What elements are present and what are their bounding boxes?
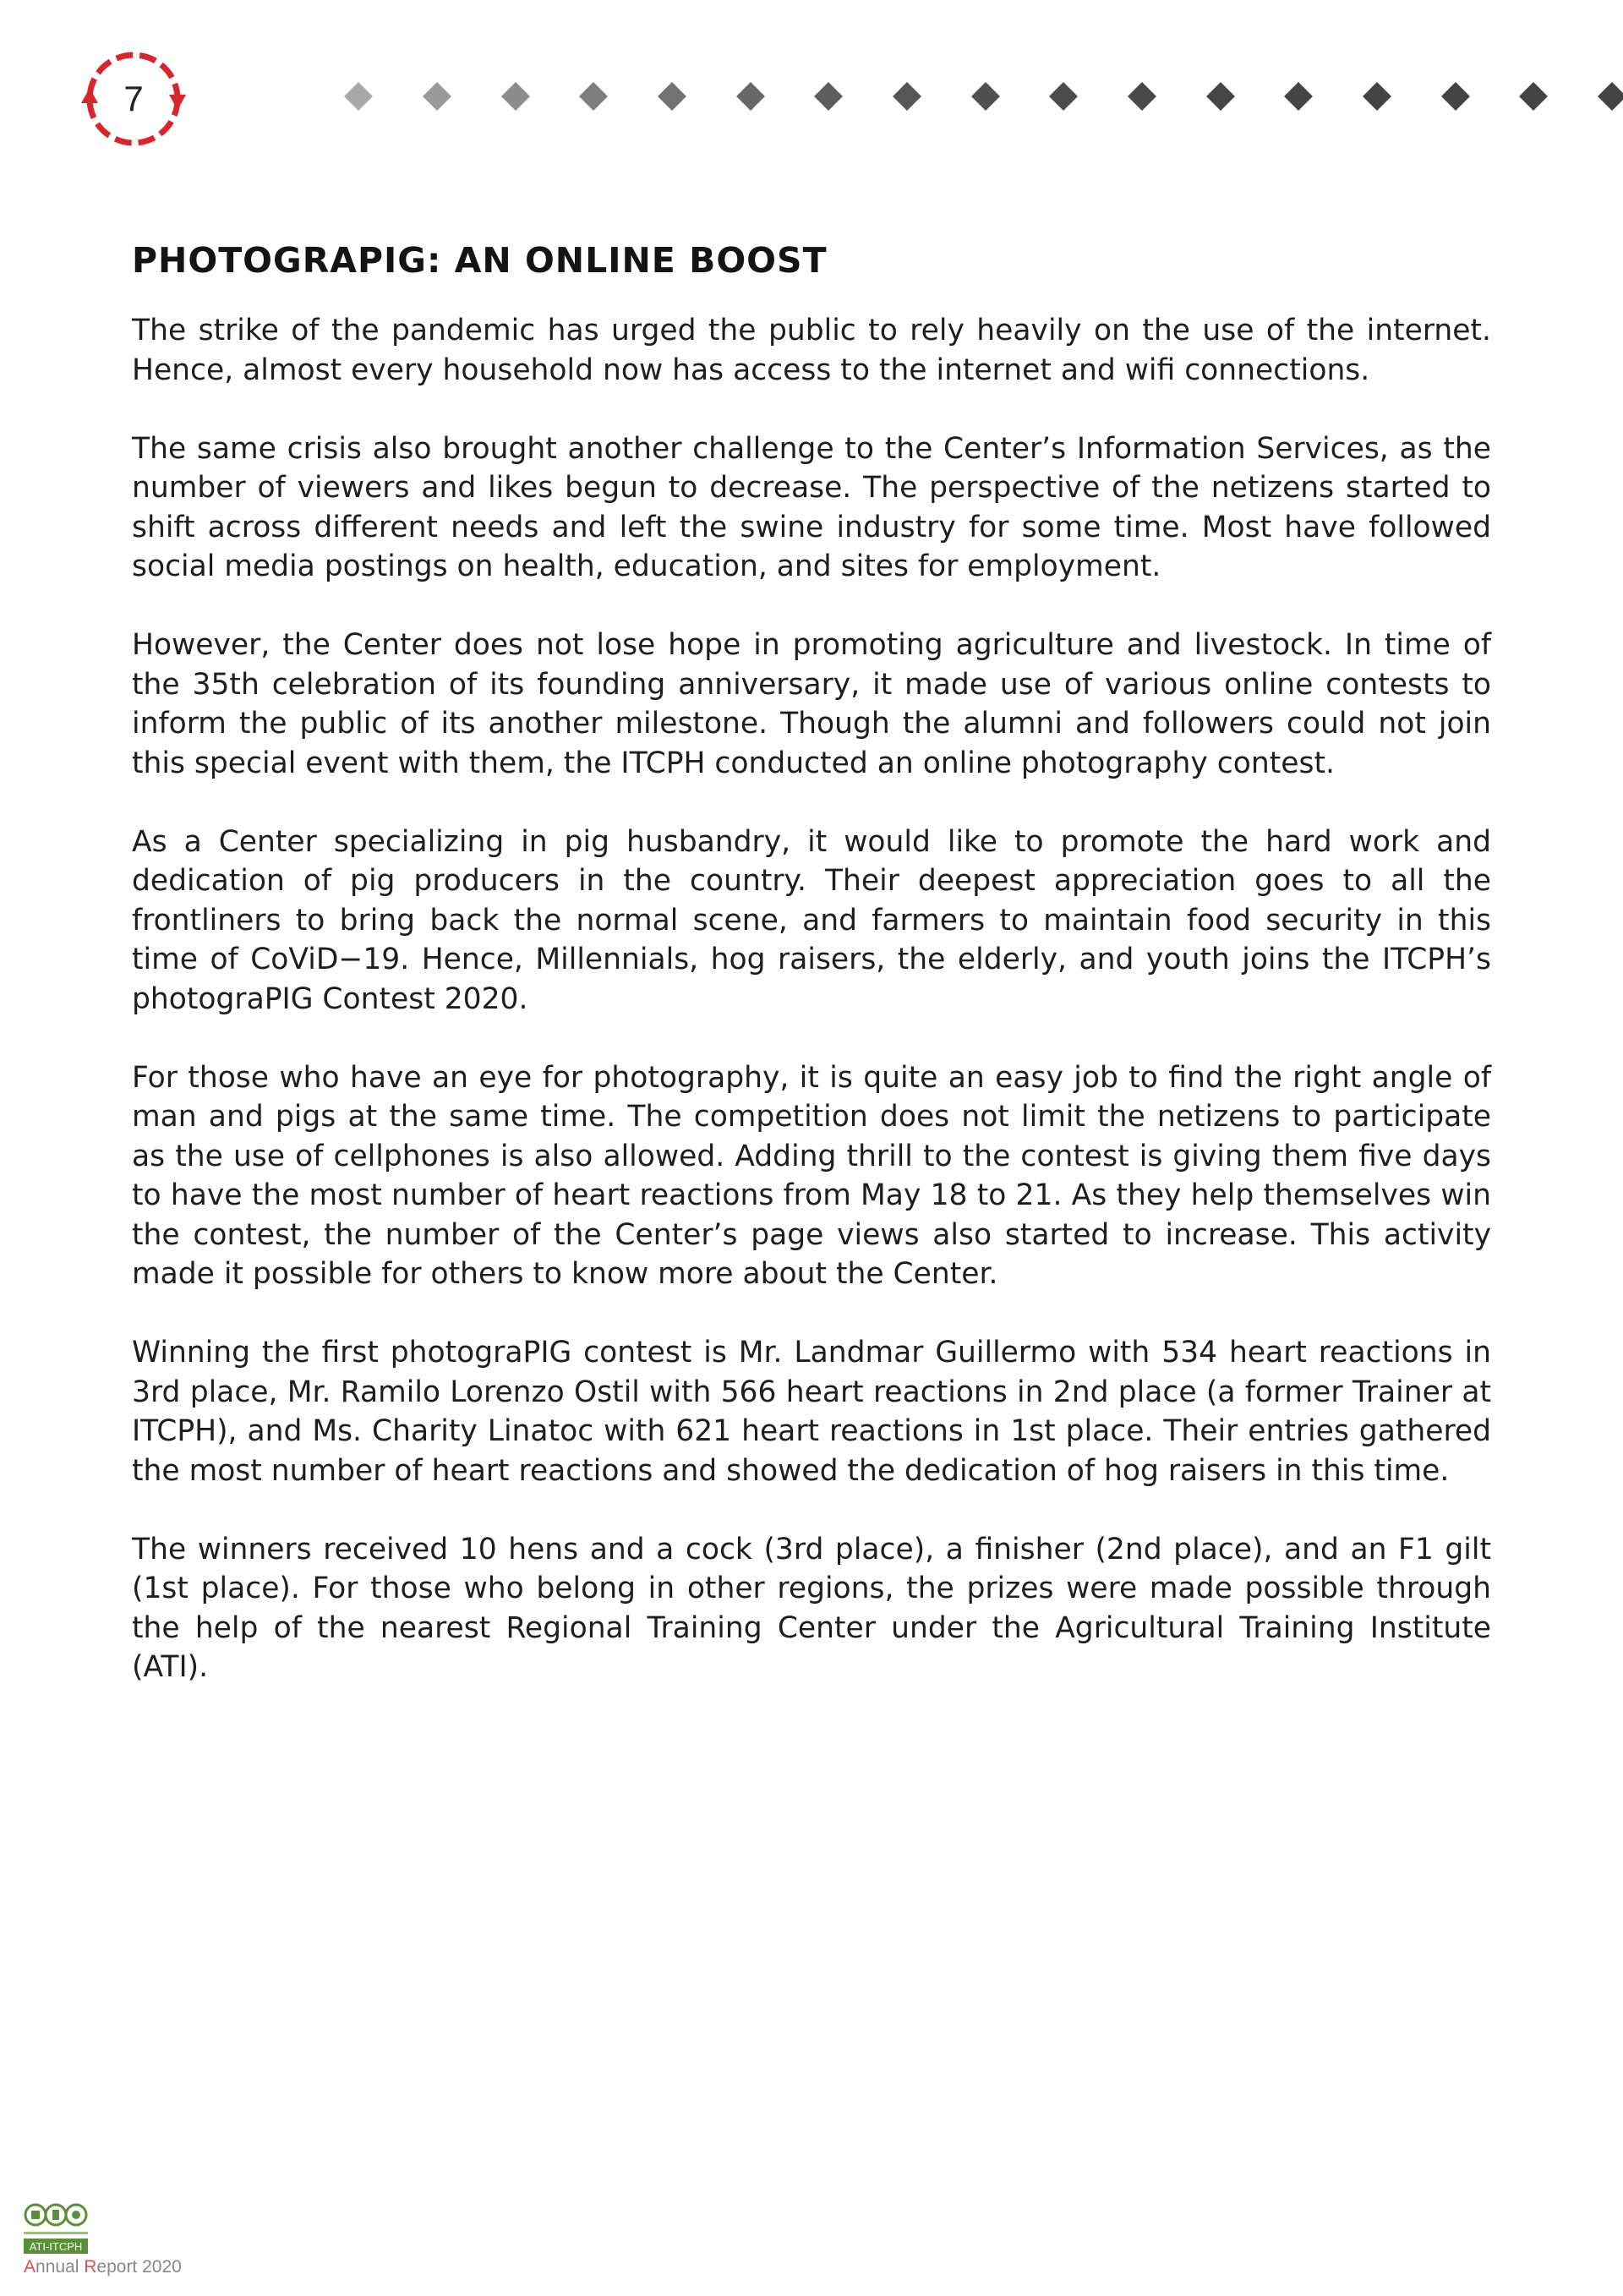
diamond-divider xyxy=(338,81,1623,115)
footer-caption-a: A xyxy=(24,2257,36,2277)
page-number-badge xyxy=(78,47,189,150)
diamond-icon xyxy=(1598,82,1623,111)
diamond-icon xyxy=(344,82,373,111)
article-paragraph: For those who have an eye for photography, it is quite an easy job to find the right angle of man and pigs at the same time. The competition does not limit the netizens to participate as the use of cellphones is also allowed. Adding thrill to the contest is giving them five days to have the most number of heart reactions from May 18 to 21. As they help themselves win the contest, the number of the Center’s page views also started to increase. This activity made it possible for others to know more about the Center. xyxy=(132,1060,1491,1291)
diamond-icon xyxy=(1519,82,1548,111)
article-paragraph: Winning the first photograPIG contest is Mr. Landmar Guillermo with 534 heart reactions in 3rd place, Mr. Ramilo Lorenzo Ostil with 566 heart reactions in 2nd place (a former Trainer at ITCPH), and Ms. Charity Linatoc with 621 heart reactions in 1st place. Their entries gathered the most number of heart reactions and showed the dedication of hog raisers in this time. xyxy=(132,1336,1491,1488)
footer-caption xyxy=(24,2257,182,2277)
page-number: 7 xyxy=(123,79,144,118)
footer-caption-r: R xyxy=(84,2257,97,2277)
diamond-icon xyxy=(423,82,451,111)
ati-itcph-logo-icon xyxy=(24,2198,88,2255)
article-paragraph: As a Center specializing in pig husbandry, it would like to promote the hard work and dedication of pig producers in the country. Their deepest appreciation goes to all the frontliners to bring back the normal scene, and farmers to maintain food security in this time of CoViD−19. Hence, Millennials, hog raisers, the elderly, and youth joins the ITCPH’s photograPIG Contest 2020. xyxy=(132,824,1491,1016)
diamond-icon xyxy=(1206,82,1235,111)
diamond-icon xyxy=(971,82,1000,111)
diamond-icon xyxy=(736,82,765,111)
footer-caption-nnual: nnual xyxy=(36,2257,85,2277)
diamond-icon xyxy=(1284,82,1313,111)
footer-logo-text: ATI-ITCPH xyxy=(29,2240,83,2253)
article xyxy=(132,235,1491,1726)
diamond-icon xyxy=(579,82,608,111)
footer-caption-eport: eport 2020 xyxy=(96,2257,182,2277)
diamond-icon xyxy=(1049,82,1078,111)
diamond-icon xyxy=(658,82,686,111)
diamond-icon xyxy=(1441,82,1470,111)
article-title: PHOTOGRAPIG: AN ONLINE BOOST xyxy=(132,240,828,281)
article-paragraph: However, the Center does not lose hope in promoting agriculture and livestock. In time of the 35th celebration of its founding anniversary, it made use of various online contests to inform the public of its another milestone. Though the alumni and followers could not join this special event with them, the ITCPH conducted an online photography contest. xyxy=(132,628,1491,780)
diamond-icon xyxy=(893,82,921,111)
footer xyxy=(24,2198,277,2282)
diamond-icon xyxy=(501,82,530,111)
article-paragraph: The winners received 10 hens and a cock (3rd place), a finisher (2nd place), and an F1 gilt (1st place). For those who belong in other regions, the prizes were made possible through the help of the nearest Regional Training Center under the Agricultural Training Institute (ATI). xyxy=(132,1532,1491,1684)
diamond-icon xyxy=(1363,82,1391,111)
diamond-icon xyxy=(814,82,843,111)
article-paragraph: The strike of the pandemic has urged the public to rely heavily on the use of the internet. Hence, almost every household now has access to the internet and wifi connections. xyxy=(132,314,1491,387)
article-paragraph: The same crisis also brought another challenge to the Center’s Information Services, as the number of viewers and likes begun to decrease. The perspective of the netizens started to shift across different needs and left the swine industry for some time. Most have followed social media postings on health, education, and sites for employment. xyxy=(132,431,1491,583)
diamond-icon xyxy=(1128,82,1156,111)
